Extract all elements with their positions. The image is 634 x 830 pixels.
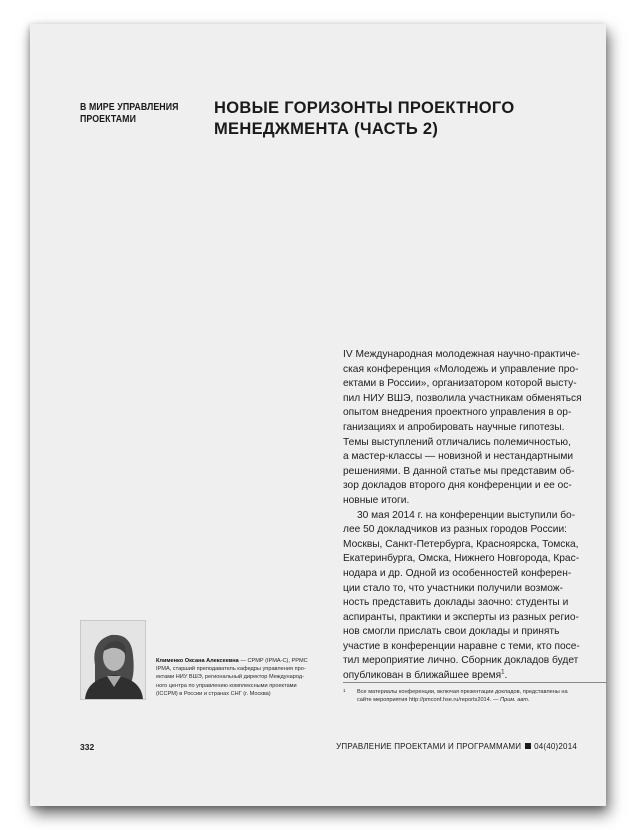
author-description: — CPMP (IPMA-C), PPMC IPMA, старший преподаватель кафедры управления про- ектами НИУ ВШЭ, региональный директор Международ- ного центра по управлению комплексными проектами (ICCPM) в России и странах СНГ (г. Москва) [156, 658, 308, 697]
footnote-body [343, 688, 607, 704]
author-photo [80, 620, 146, 700]
footnote-divider [343, 682, 607, 683]
footnote [343, 688, 607, 704]
article-title: НОВЫЕ ГОРИЗОНТЫ ПРОЕКТНОГО МЕНЕДЖМЕНТА (ЧАСТЬ 2) [214, 99, 515, 138]
section-label: В МИРЕ УПРАВЛЕНИЯ ПРОЕКТАМИ [80, 102, 179, 125]
journal-name: УПРАВЛЕНИЕ ПРОЕКТАМИ И ПРОГРАММАМИ [336, 742, 522, 751]
magazine-page [30, 24, 606, 806]
journal-footer [336, 742, 577, 751]
paragraph-1: IV Международная молодежная научно-практиче- ская конференция «Молодежь и управление про- ектами в России», организатором которой высту- пил НИУ ВШЭ, позволила участникам обменяться опытом внедрения проектного управления в ор- ганизациях и апробировать научные гипотезы. Темы выступлений отличались полемичностью, а мастер-классы — новизной и нестандартными решениями. В данной статье мы представим об- зор докладов второго дня конференции и ее ос- новные итоги. [343, 349, 582, 506]
page-number: 332 [80, 742, 95, 752]
footnote-editor-note: Прим. авт. [500, 697, 530, 703]
paragraph-2-first-line: 30 мая 2014 г. на конференции выступили бо- [357, 509, 576, 521]
author-portrait-image [81, 621, 145, 699]
author-bio [156, 657, 328, 698]
journal-issue: 04(40)2014 [534, 742, 577, 751]
footnote-reference[interactable]: 1 [501, 669, 505, 676]
square-bullet-icon [525, 743, 531, 749]
article-body [343, 348, 607, 684]
paragraph-2-end: . [504, 670, 508, 682]
footnote-text: Все материалы конференции, включая презентации докладов, представлены на сайте мероприятия http://pmconf.hse.ru/reports2014. — [357, 689, 568, 703]
footnote-mark: 1 [343, 688, 346, 693]
author-name: Клименко Оксана Алексеевна [156, 658, 239, 664]
paragraph-2-text: лее 50 докладчиков из разных городов России: Москвы, Санкт-Петербурга, Красноярска, Томска, Екатеринбурга, Омска, Нижнего Новгорода, Крас- нодара и др. Одной из особенностей конферен- ции стало то, что участники получили возмож- ность представить доклады заочно: студенты и аспиранты, практики и эксперты из разных регио- нов смогли прислать свои доклады и принять участие в конференции наравне с теми, кто посе- тил мероприятие лично. Сборник докладов будет опубликован в ближайшее время [343, 524, 580, 682]
paragraph-2 [343, 523, 607, 684]
